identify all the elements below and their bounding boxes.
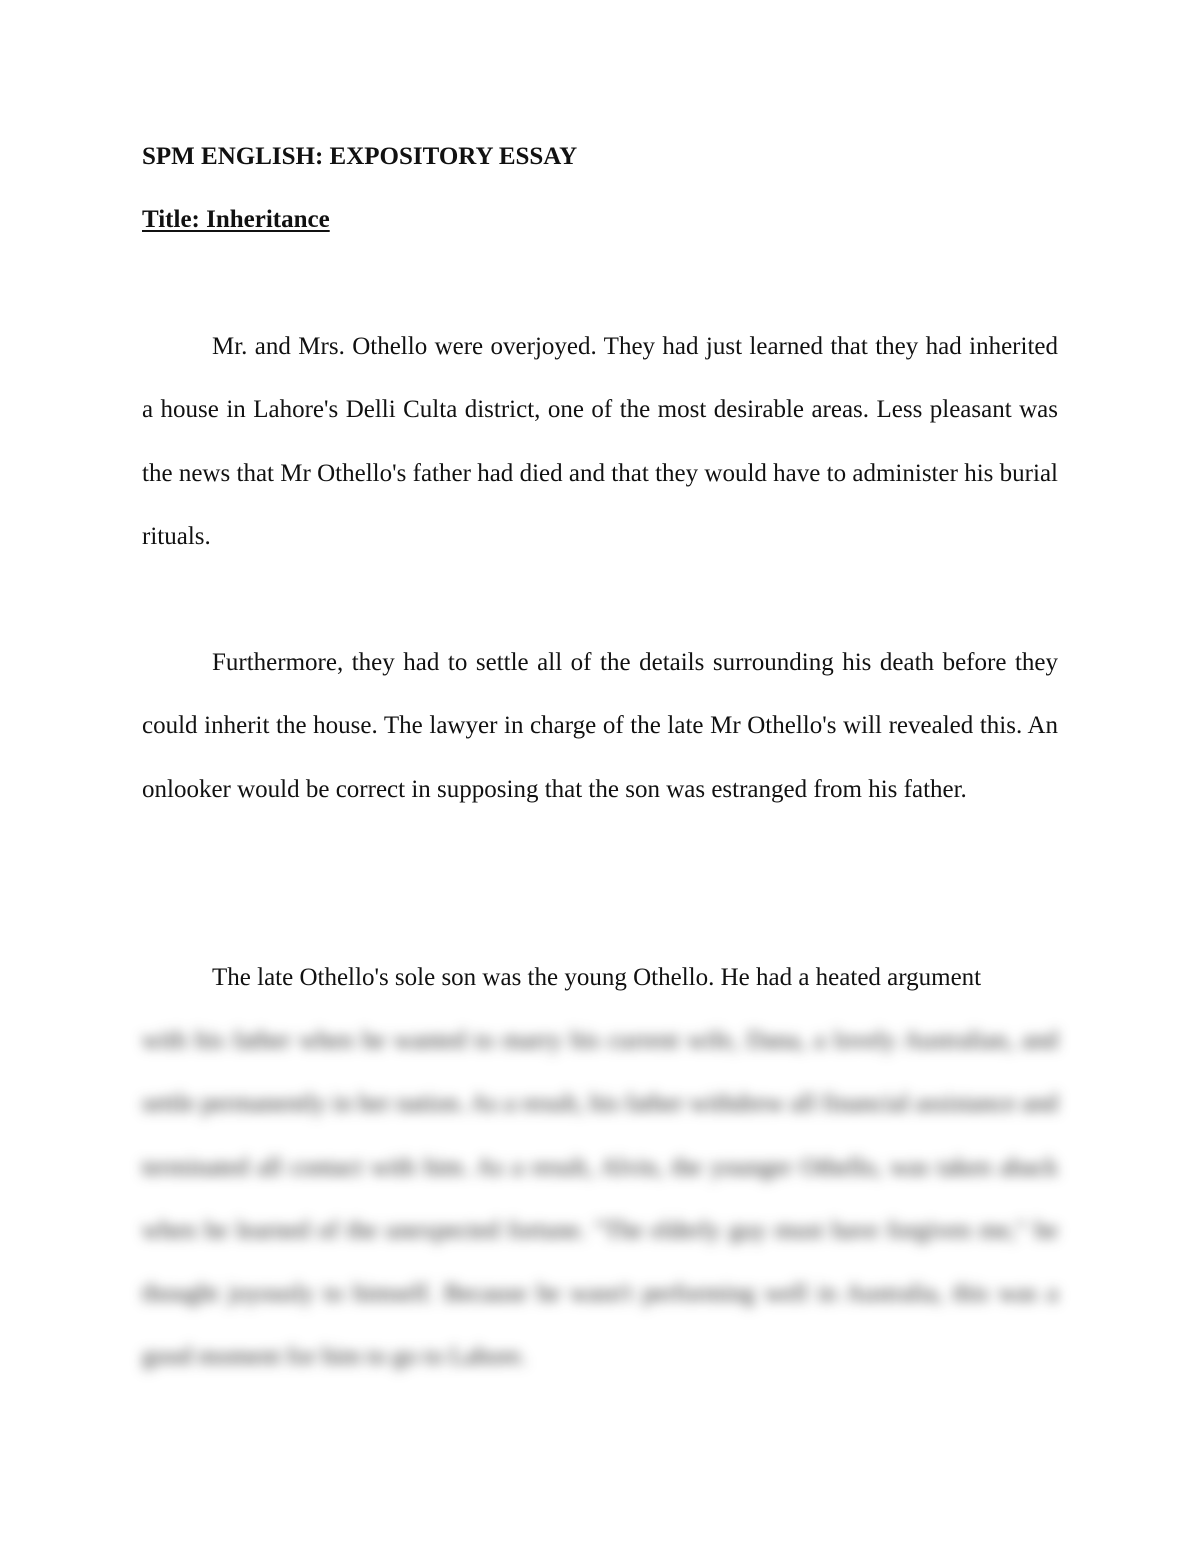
paragraph-3-first-line: The late Othello's sole son was the young Othello. He had a heated argument	[212, 964, 982, 991]
blurred-paragraph-continuation: with his father when he wanted to marry his current wife, Dana, a lovely Australian, and settle permanently in her nation. As a result, his father withdrew all financial assistance and terminated all contact with him. As a result, Alvin, the younger Othello, was taken aback when he learned of the unexpected fortune. "The elderly guy must have forgiven me," he thought joyously to himself. Because he wasn't performing well in Australia, this was a good moment for him to go to Lahore.	[142, 1027, 1058, 1371]
paragraph-1: Mr. and Mrs. Othello were overjoyed. They had just learned that they had inherited a house in Lahore's Delli Culta district, one of the most desirable areas. Less pleasant was the news that Mr Othello's father had died and that they would have to administer his burial rituals.	[142, 333, 1058, 550]
essay-title: Title: Inheritance	[142, 206, 330, 233]
document-heading: SPM ENGLISH: EXPOSITORY ESSAY	[142, 143, 578, 170]
paragraph-2: Furthermore, they had to settle all of the details surrounding his death before they could inherit the house. The lawyer in charge of the late Mr Othello's will revealed this. An onlooker would be correct in supposing that the son was estranged from his father.	[142, 649, 1058, 803]
